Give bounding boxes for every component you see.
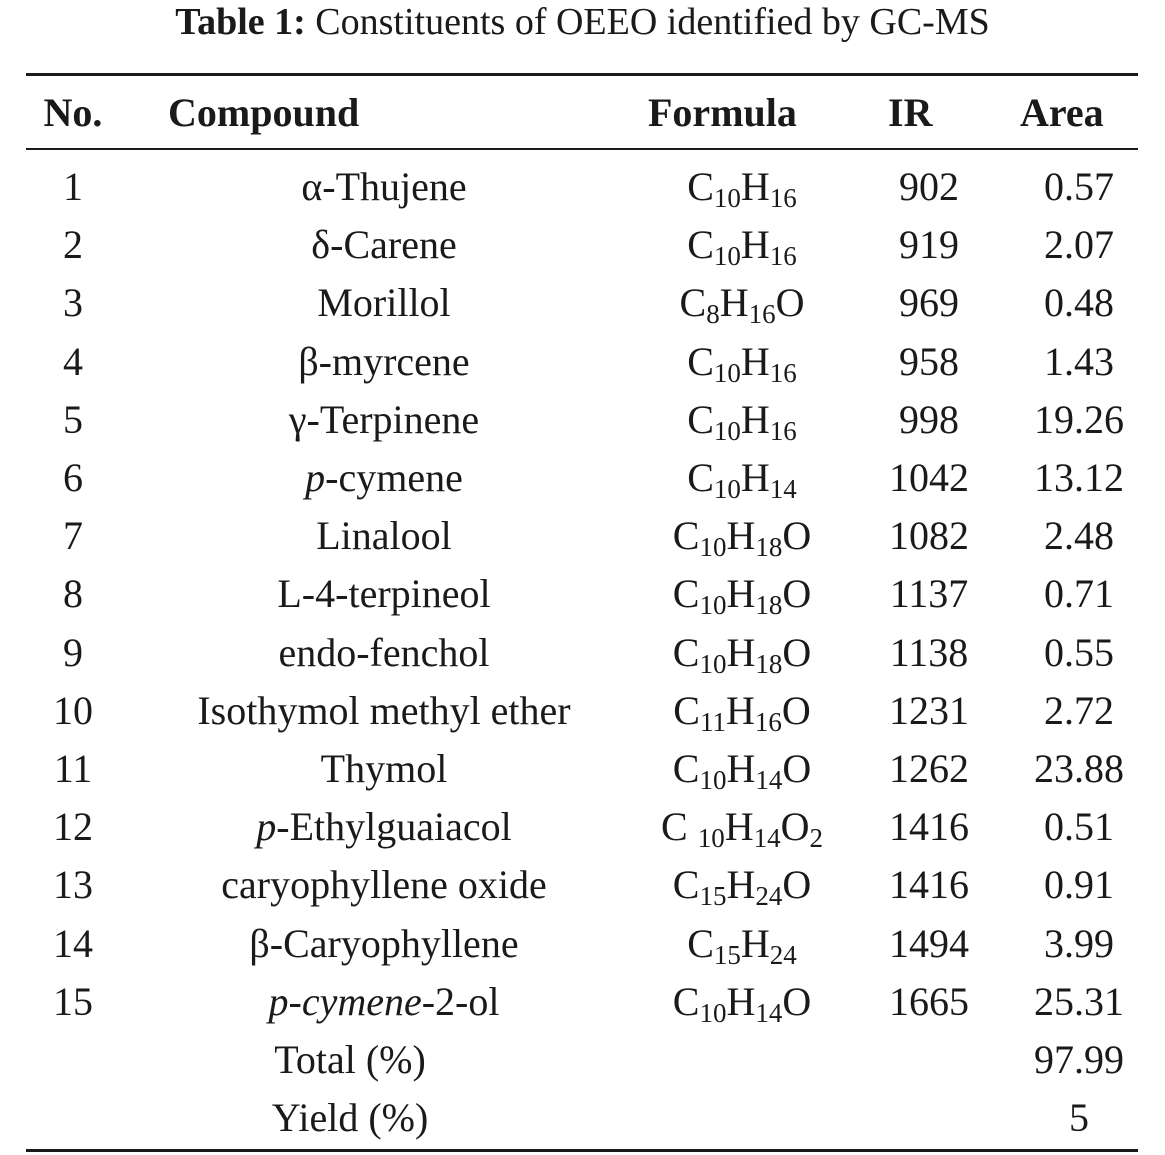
row-number: 14 <box>53 921 93 966</box>
formula-element: C <box>679 280 707 325</box>
formula-element: H <box>726 862 756 907</box>
formula-element: O <box>782 571 812 616</box>
formula-subscript: 11 <box>699 706 726 737</box>
formula-element: C <box>672 513 700 558</box>
retention-index: 958 <box>899 339 959 384</box>
formula-subscript: 18 <box>755 531 783 562</box>
compound-name <box>168 449 600 507</box>
header-compound: Compound <box>168 90 360 135</box>
area-percent: 0.91 <box>1044 862 1114 907</box>
retention-index: 919 <box>899 222 959 267</box>
formula-subscript: 18 <box>755 589 783 620</box>
formula-element: H <box>740 397 770 442</box>
formula-element: O <box>782 746 812 791</box>
header-no: No. <box>43 90 103 135</box>
formula-subscript: 14 <box>755 764 783 795</box>
retention-index: 1042 <box>889 455 969 500</box>
formula-element: O <box>782 979 812 1024</box>
compound-name-text: Morillol <box>317 280 451 325</box>
area-percent: 19.26 <box>1034 397 1124 442</box>
formula-element: C <box>673 688 700 733</box>
row-number: 12 <box>53 804 93 849</box>
compound-name <box>168 624 600 682</box>
formula-element: H <box>740 921 770 966</box>
formula-subscript: 2 <box>809 822 823 853</box>
row-number: 15 <box>53 979 93 1024</box>
compound-name-text: Isothymol methyl ether <box>197 688 571 733</box>
summary-label: Yield (%) <box>271 1095 429 1140</box>
formula-element: O <box>775 280 805 325</box>
compound-name-text: caryophyllene oxide <box>221 862 547 907</box>
area-percent: 2.48 <box>1044 513 1114 558</box>
formula-element: C <box>661 804 698 849</box>
formula-element: O <box>782 862 812 907</box>
row-number: 1 <box>63 164 83 209</box>
compound-name-text: β-myrcene <box>298 339 470 384</box>
row-number: 11 <box>53 746 93 791</box>
retention-index: 1137 <box>889 571 969 616</box>
header-ir: IR <box>888 90 933 135</box>
row-number: 7 <box>63 513 83 558</box>
row-number: 3 <box>63 280 83 325</box>
formula-element: H <box>740 455 770 500</box>
formula-element: C <box>687 921 714 966</box>
row-number: 13 <box>53 862 93 907</box>
molecular-formula <box>640 565 844 623</box>
area-percent: 0.48 <box>1044 280 1114 325</box>
area-percent: 3.99 <box>1044 921 1114 966</box>
formula-element: C <box>687 164 714 209</box>
formula-subscript: 10 <box>699 764 727 795</box>
row-number: 10 <box>53 688 93 733</box>
formula-subscript: 10 <box>713 415 741 446</box>
formula-element: H <box>726 571 756 616</box>
compound-name <box>168 915 600 973</box>
formula-subscript: 15 <box>713 939 741 970</box>
molecular-formula <box>640 449 844 507</box>
formula-subscript: 10 <box>699 648 727 679</box>
bottom-rule <box>26 1149 1138 1152</box>
molecular-formula <box>640 624 844 682</box>
formula-element: C <box>672 862 700 907</box>
formula-element: C <box>672 746 700 791</box>
formula-subscript: 10 <box>713 182 741 213</box>
caption-text: Constituents of OEEO identified by GC-MS <box>305 1 990 43</box>
formula-subscript: 10 <box>699 997 727 1028</box>
molecular-formula <box>640 856 844 914</box>
formula-subscript: 10 <box>699 531 727 562</box>
molecular-formula <box>640 333 844 391</box>
compound-name <box>168 158 600 216</box>
formula-element: C <box>687 339 714 384</box>
retention-index: 1416 <box>889 862 969 907</box>
formula-subscript: 16 <box>769 415 797 446</box>
retention-index: 1138 <box>889 630 969 675</box>
area-percent: 23.88 <box>1034 746 1124 791</box>
row-number: 6 <box>63 455 83 500</box>
compound-name-text: δ-Carene <box>311 222 457 267</box>
row-number: 5 <box>63 397 83 442</box>
retention-index: 1665 <box>889 979 969 1024</box>
compound-name-text: γ-Terpinene <box>288 397 480 442</box>
compound-name <box>168 856 600 914</box>
retention-index: 1262 <box>889 746 969 791</box>
table-caption <box>0 0 1165 44</box>
retention-index: 969 <box>899 280 959 325</box>
header-formula: Formula <box>648 90 797 135</box>
compound-name <box>168 740 600 798</box>
retention-index: 998 <box>899 397 959 442</box>
row-number: 2 <box>63 222 83 267</box>
formula-element: H <box>724 804 754 849</box>
area-percent: 1.43 <box>1044 339 1114 384</box>
molecular-formula <box>640 274 844 332</box>
summary-label: Total (%) <box>274 1037 426 1082</box>
row-number: 9 <box>63 630 83 675</box>
formula-element: C <box>672 630 700 675</box>
formula-element: H <box>726 979 756 1024</box>
retention-index: 1231 <box>889 688 969 733</box>
retention-index: 1082 <box>889 513 969 558</box>
top-rule <box>26 73 1138 76</box>
formula-element: C <box>672 979 700 1024</box>
formula-subscript: 10 <box>697 822 725 853</box>
compound-name <box>168 333 600 391</box>
caption-label: Table 1: <box>175 1 306 43</box>
compound-name <box>168 565 600 623</box>
formula-subscript: 14 <box>753 822 781 853</box>
formula-subscript: 14 <box>769 473 797 504</box>
molecular-formula <box>640 740 844 798</box>
molecular-formula <box>640 682 844 740</box>
area-percent: 0.55 <box>1044 630 1114 675</box>
compound-name-text: Linalool <box>316 513 452 558</box>
compound-name <box>168 682 600 740</box>
formula-element: H <box>726 630 756 675</box>
formula-subscript: 16 <box>769 357 797 388</box>
formula-subscript: 14 <box>755 997 783 1028</box>
compound-name-text: endo-fenchol <box>278 630 490 675</box>
formula-subscript: 15 <box>699 880 727 911</box>
area-percent: 13.12 <box>1034 455 1124 500</box>
formula-subscript: 10 <box>699 589 727 620</box>
compound-name <box>168 973 600 1031</box>
formula-subscript: 16 <box>748 298 776 329</box>
formula-subscript: 10 <box>713 473 741 504</box>
formula-element: O <box>781 688 811 733</box>
compound-name-text: β-Caryophyllene <box>249 921 519 966</box>
compound-name <box>168 274 600 332</box>
compound-name-italic: p-cymene <box>268 979 422 1024</box>
compound-name-italic: p <box>256 804 277 849</box>
formula-subscript: 24 <box>755 880 783 911</box>
compound-name <box>168 391 600 449</box>
formula-subscript: 16 <box>769 182 797 213</box>
molecular-formula <box>640 158 844 216</box>
formula-subscript: 18 <box>755 648 783 679</box>
formula-element: H <box>740 339 770 384</box>
molecular-formula <box>640 798 844 856</box>
formula-subscript: 10 <box>713 240 741 271</box>
area-percent: 0.57 <box>1044 164 1114 209</box>
formula-element: O <box>780 804 810 849</box>
row-number: 4 <box>63 339 83 384</box>
formula-element: H <box>726 513 756 558</box>
molecular-formula <box>640 216 844 274</box>
formula-element: C <box>687 222 714 267</box>
area-percent: 25.31 <box>1034 979 1124 1024</box>
summary-value: 5 <box>1069 1095 1089 1140</box>
compound-name-text: -cymene <box>325 455 463 500</box>
compound-name-italic: p <box>305 455 326 500</box>
compound-name-text: α-Thujene <box>301 164 467 209</box>
compound-name <box>168 507 600 565</box>
molecular-formula <box>640 507 844 565</box>
molecular-formula <box>640 391 844 449</box>
formula-subscript: 8 <box>706 298 720 329</box>
area-percent: 2.72 <box>1044 688 1114 733</box>
retention-index: 1416 <box>889 804 969 849</box>
compound-name <box>168 216 600 274</box>
area-percent: 0.51 <box>1044 804 1114 849</box>
formula-element: O <box>782 630 812 675</box>
formula-element: H <box>725 688 755 733</box>
compound-name-text: Thymol <box>320 746 448 791</box>
formula-element: H <box>740 222 770 267</box>
retention-index: 902 <box>899 164 959 209</box>
compound-name-text: -2-ol <box>421 979 500 1024</box>
formula-subscript: 16 <box>769 240 797 271</box>
molecular-formula <box>640 973 844 1031</box>
formula-element: H <box>740 164 770 209</box>
compound-name-text: -Ethylguaiacol <box>276 804 512 849</box>
formula-element: H <box>726 746 756 791</box>
formula-subscript: 16 <box>754 706 782 737</box>
formula-subscript: 10 <box>713 357 741 388</box>
formula-element: H <box>719 280 749 325</box>
compound-name-text: L-4-terpineol <box>277 571 491 616</box>
formula-element: O <box>782 513 812 558</box>
formula-element: C <box>672 571 700 616</box>
area-percent: 0.71 <box>1044 571 1114 616</box>
area-percent: 2.07 <box>1044 222 1114 267</box>
header-rule <box>26 148 1138 150</box>
formula-element: C <box>687 397 714 442</box>
header-area: Area <box>1020 90 1104 135</box>
compound-name <box>168 798 600 856</box>
molecular-formula <box>640 915 844 973</box>
formula-subscript: 24 <box>769 939 797 970</box>
formula-element: C <box>687 455 714 500</box>
retention-index: 1494 <box>889 921 969 966</box>
summary-value: 97.99 <box>1034 1037 1124 1082</box>
row-number: 8 <box>63 571 83 616</box>
